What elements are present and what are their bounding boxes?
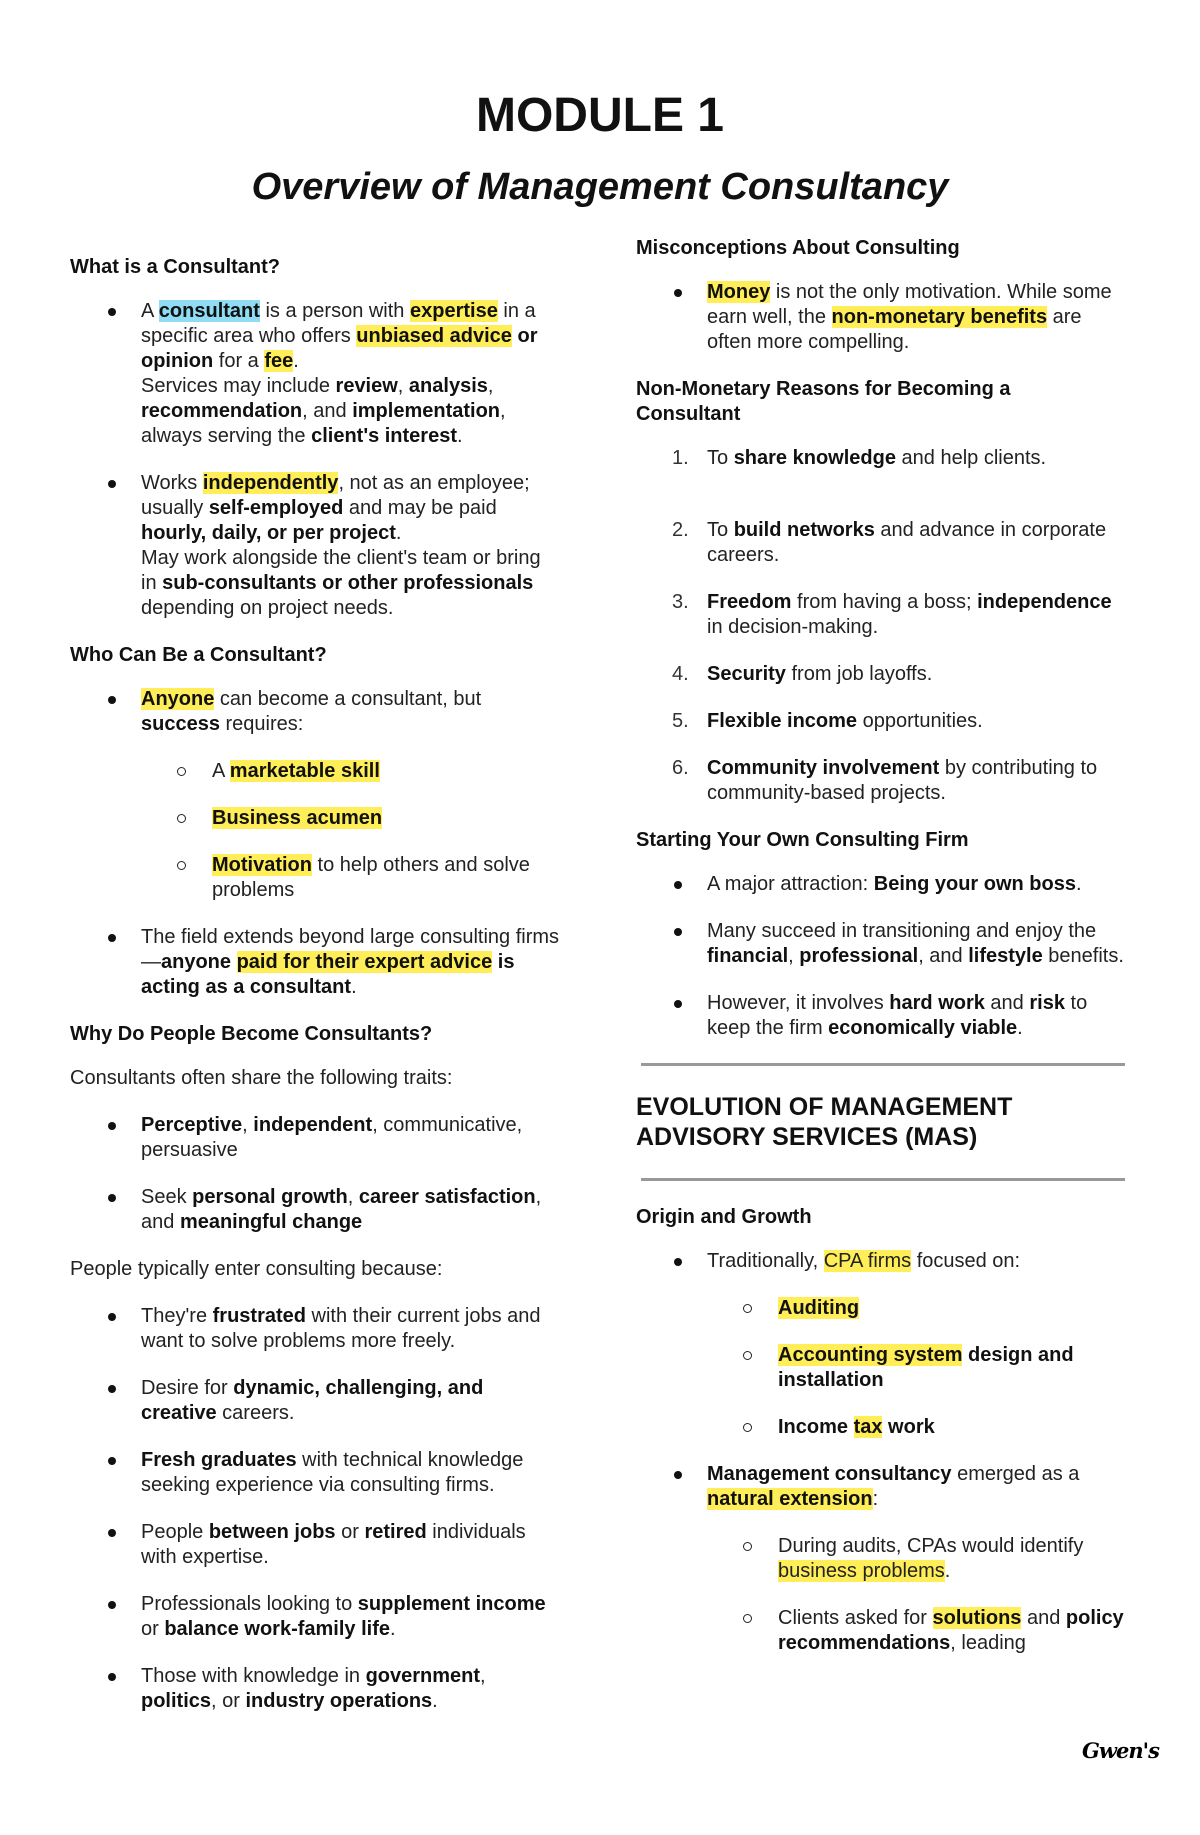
list-number: 5. <box>672 710 689 732</box>
highlighted-text: business problems <box>778 1560 945 1582</box>
text-run: to help others and solve problems <box>212 854 530 901</box>
list-item <box>636 280 1127 355</box>
text-run: , not as an employee; usually <box>141 472 530 519</box>
bold-text: financial <box>707 945 789 967</box>
section-heading <box>636 1205 1056 1230</box>
bold-text: career satisfaction <box>358 1186 536 1208</box>
bullet-icon <box>108 1385 116 1393</box>
list-item <box>70 687 561 903</box>
sub-list-item <box>707 1415 1127 1440</box>
list-number: 1. <box>672 447 689 469</box>
bold-text: review <box>335 375 398 397</box>
list-item <box>636 1462 1127 1656</box>
text-run: May work alongside the client's team or bring in <box>141 547 541 594</box>
bullet-icon <box>108 934 116 942</box>
highlighted-text: consultant <box>158 300 260 322</box>
bold-text: Flexible income <box>707 710 858 732</box>
text-run: in a specific area who offers <box>141 300 536 347</box>
text-run: Those with knowledge in <box>141 1665 366 1687</box>
section-heading <box>70 643 490 668</box>
bold-text: government <box>365 1665 481 1687</box>
text-run: Clients asked for <box>778 1607 933 1629</box>
bullet-list <box>636 280 1136 355</box>
text-run: to keep the firm <box>707 992 1088 1039</box>
text-run <box>231 951 237 973</box>
list-item <box>636 709 1127 734</box>
list-item <box>636 872 1127 897</box>
list-item <box>70 471 561 621</box>
text-run: A <box>141 300 159 322</box>
text-run: A major attraction: <box>707 873 874 895</box>
text-run: in decision-making. <box>707 616 879 638</box>
list-number: 2. <box>672 519 689 541</box>
text-run: Origin and Growth <box>636 1206 812 1228</box>
section-heading <box>636 236 1056 261</box>
bold-text: dynamic, challenging, and creative <box>141 1377 484 1424</box>
text-run: . <box>457 425 463 447</box>
circle-bullet-icon <box>177 861 186 870</box>
highlighted-text: expertise <box>410 300 498 322</box>
text-run: requires: <box>219 713 304 735</box>
text-run: with their current jobs and want to solve problems more freely. <box>141 1305 541 1352</box>
text-run: are often more compelling. <box>707 306 1082 353</box>
text-run: , <box>788 945 800 967</box>
text-run: However, it involves <box>707 992 890 1014</box>
sub-list-item <box>141 806 561 831</box>
bold-text: Being your own boss <box>873 873 1076 895</box>
text-run: , communicative, persuasive <box>141 1114 523 1161</box>
circle-bullet-icon <box>743 1304 752 1313</box>
bold-text: personal growth <box>192 1186 348 1208</box>
text-run: from job layoffs. <box>785 663 933 685</box>
text-run: opportunities. <box>857 710 983 732</box>
text-run: Misconceptions About Consulting <box>636 237 960 259</box>
highlighted-text: Money <box>707 281 771 303</box>
bold-text: recommendation <box>141 400 303 422</box>
text-run: Works <box>141 472 203 494</box>
text-run: emerged as a <box>951 1463 1080 1485</box>
text-run: The field extends beyond large consulting firms— <box>141 926 560 973</box>
list-item <box>636 1249 1127 1440</box>
list-item <box>70 925 561 1000</box>
bullet-list <box>636 1249 1136 1656</box>
text-run: benefits. <box>1042 945 1124 967</box>
bold-text: meaningful change <box>179 1211 363 1233</box>
list-item <box>636 446 1127 471</box>
bullet-icon <box>108 308 116 316</box>
list-item <box>70 1592 561 1642</box>
highlighted-text: paid for their expert advice <box>236 951 493 973</box>
list-item <box>70 1448 561 1498</box>
text-run: is a person with <box>259 300 410 322</box>
sub-list-item <box>707 1343 1127 1393</box>
bullet-list <box>70 687 570 1000</box>
bold-text: implementation <box>352 400 500 422</box>
bold-text: anyone <box>161 951 232 973</box>
text-run: careers. <box>216 1402 295 1424</box>
section-heading <box>70 1022 490 1047</box>
highlighted-text: non-monetary benefits <box>831 306 1048 328</box>
text-run: , <box>242 1114 254 1136</box>
sub-list-item <box>141 853 561 903</box>
bullet-list <box>636 872 1136 1041</box>
highlighted-text: Business acumen <box>212 807 383 829</box>
list-number: 3. <box>672 591 689 613</box>
highlighted-text: fee <box>264 350 294 372</box>
bold-text: lifestyle <box>968 945 1043 967</box>
text-run: , <box>487 375 494 397</box>
circle-bullet-icon <box>177 767 186 776</box>
bullet-icon <box>674 928 682 936</box>
text-run: is not the only motivation. While some earn well, the <box>707 281 1112 328</box>
list-number: 4. <box>672 663 689 685</box>
bullet-icon <box>674 881 682 889</box>
text-run: . <box>389 1618 396 1640</box>
text-run: What is a Consultant? <box>70 256 280 278</box>
text-run: Starting Your Own Consulting Firm <box>636 829 969 851</box>
bold-text: share knowledge <box>733 447 896 469</box>
text-run: Non-Monetary Reasons for Becoming a Consultant <box>636 378 1011 425</box>
text-run: , leading <box>950 1632 1026 1654</box>
circle-bullet-icon <box>743 1614 752 1623</box>
circle-bullet-icon <box>743 1351 752 1360</box>
text-run: , <box>480 1665 486 1687</box>
section-divider <box>641 1063 1125 1066</box>
text-run: or <box>335 1521 365 1543</box>
bold-text: Perceptive <box>141 1114 243 1136</box>
bold-text: retired <box>364 1521 427 1543</box>
signature-logo: Gwen's <box>1082 1738 1159 1763</box>
highlighted-text: tax <box>853 1416 883 1438</box>
module-title: MODULE 1 <box>475 89 724 142</box>
text-run: , always serving the <box>141 400 506 447</box>
list-item <box>636 662 1127 687</box>
text-run: . <box>432 1690 438 1712</box>
text-run: by contributing to community-based projects. <box>707 757 1098 804</box>
list-item <box>70 1664 561 1714</box>
text-run: and may be paid <box>343 497 497 519</box>
section-heading <box>636 377 1056 427</box>
bullet-icon <box>674 289 682 297</box>
text-run: for a <box>213 350 265 372</box>
text-run: Desire for <box>141 1377 234 1399</box>
bold-text: professional <box>799 945 919 967</box>
list-item <box>70 1304 561 1354</box>
list-item <box>636 919 1127 969</box>
bullet-icon <box>108 1122 116 1130</box>
circle-bullet-icon <box>743 1423 752 1432</box>
section-heading <box>70 255 490 280</box>
bold-text: or opinion <box>141 325 538 372</box>
highlighted-text: unbiased advice <box>356 325 512 347</box>
text-run: . <box>395 522 402 544</box>
text-run: During audits, CPAs would identify <box>778 1535 1084 1557</box>
text-run: , and <box>302 400 353 422</box>
sub-list-item <box>707 1296 1127 1321</box>
text-run: To <box>707 519 734 541</box>
text-run: Seek <box>141 1186 193 1208</box>
highlighted-text: Auditing <box>778 1297 860 1319</box>
bullet-icon <box>108 1313 116 1321</box>
text-run: from having a boss; <box>791 591 978 613</box>
text-run: Why Do People Become Consultants? <box>70 1023 433 1045</box>
text-run: A <box>212 760 230 782</box>
list-item <box>636 518 1127 568</box>
bold-text: economically viable <box>828 1017 1018 1039</box>
highlighted-text: Anyone <box>141 688 215 710</box>
bullet-list <box>70 1304 570 1714</box>
bold-text: Income <box>778 1416 854 1438</box>
text-run: : <box>872 1488 879 1510</box>
bullet-icon <box>108 1673 116 1681</box>
text-run: with technical knowledge seeking experience via consulting firms. <box>141 1449 524 1496</box>
section-heading <box>636 828 1056 853</box>
bold-text: frustrated <box>212 1305 306 1327</box>
bold-text: build networks <box>733 519 875 541</box>
text-run: Traditionally, <box>707 1250 824 1272</box>
bold-text: industry operations <box>245 1690 433 1712</box>
text-run: and advance in corporate careers. <box>707 519 1107 566</box>
text-run: or <box>141 1618 165 1640</box>
bold-text: is acting as a consultant <box>141 951 515 998</box>
text-run: To <box>707 447 734 469</box>
highlighted-text: Motivation <box>212 854 312 876</box>
sub-list-item <box>141 759 561 784</box>
list-number: 6. <box>672 757 689 779</box>
bold-text: work <box>882 1416 935 1438</box>
highlighted-text: independently <box>202 472 339 494</box>
text-run: . <box>944 1560 951 1582</box>
section-divider <box>641 1178 1125 1181</box>
text-run: They're <box>141 1305 213 1327</box>
text-run: Services may include <box>141 375 336 397</box>
bullet-icon <box>108 1457 116 1465</box>
text-run: People <box>141 1521 209 1543</box>
bold-text: policy recommendations <box>778 1607 1124 1654</box>
highlighted-text: solutions <box>932 1607 1022 1629</box>
bold-text: success <box>141 713 220 735</box>
bullet-icon <box>108 696 116 704</box>
sub-list-item <box>707 1606 1127 1656</box>
paragraph <box>70 1257 570 1282</box>
sub-list-item <box>707 1534 1127 1584</box>
bullet-icon <box>108 1529 116 1537</box>
bold-text: independence <box>977 591 1112 613</box>
list-item <box>70 1376 561 1426</box>
left-column <box>70 255 570 1736</box>
text-run: Consultants often share the following traits: <box>70 1067 453 1089</box>
text-run: . <box>1076 873 1082 895</box>
bold-text: design and installation <box>778 1344 1074 1391</box>
text-run: . <box>293 350 299 372</box>
text-run: , and <box>141 1186 542 1233</box>
text-run: . <box>1017 1017 1023 1039</box>
bullet-list <box>70 1113 570 1235</box>
bullet-icon <box>108 1194 116 1202</box>
bold-text: client's interest <box>311 425 457 447</box>
text-run: Professionals looking to <box>141 1593 358 1615</box>
text-run: Many succeed in transitioning and enjoy the <box>707 920 1097 942</box>
text-run: People typically enter consulting because: <box>70 1258 443 1280</box>
bold-text: Community involvement <box>707 757 940 779</box>
bullet-icon <box>108 480 116 488</box>
highlighted-text: CPA firms <box>823 1250 912 1272</box>
bold-text: Management consultancy <box>707 1463 952 1485</box>
circle-bullet-icon <box>177 814 186 823</box>
text-run: focused on: <box>911 1250 1021 1272</box>
text-run: . <box>351 976 357 998</box>
circle-bullet-icon <box>743 1542 752 1551</box>
module-subtitle: Overview of Management Consultancy <box>251 166 949 208</box>
bold-text: sub-consultants or other professionals <box>162 572 534 594</box>
numbered-list <box>636 446 1136 806</box>
text-run: Who Can Be a Consultant? <box>70 644 327 666</box>
sub-list <box>707 1534 1127 1656</box>
bullet-icon <box>674 1000 682 1008</box>
text-run: depending on project needs. <box>141 597 394 619</box>
text-run: can become a consultant, but <box>214 688 482 710</box>
bullet-icon <box>674 1471 682 1479</box>
bold-text: Fresh graduates <box>141 1449 297 1471</box>
bullet-icon <box>674 1258 682 1266</box>
bold-text: hard work <box>889 992 985 1014</box>
text-run: EVOLUTION OF MANAGEMENT ADVISORY SERVICES (MAS) <box>636 1093 1013 1151</box>
list-item <box>70 1113 561 1163</box>
text-run: , <box>397 375 409 397</box>
bold-text: Freedom <box>707 591 792 613</box>
list-item <box>70 299 561 449</box>
text-run: , or <box>211 1690 246 1712</box>
paragraph <box>70 1066 570 1091</box>
list-item <box>70 1520 561 1570</box>
text-run: individuals with expertise. <box>141 1521 526 1568</box>
bold-text: balance work-family life <box>164 1618 390 1640</box>
highlighted-text: Accounting system <box>778 1344 963 1366</box>
text-run: and <box>1021 1607 1066 1629</box>
bold-text: analysis <box>408 375 488 397</box>
right-column <box>636 236 1136 1678</box>
highlighted-text: marketable skill <box>229 760 380 782</box>
bold-text: supplement income <box>357 1593 546 1615</box>
bold-text: risk <box>1029 992 1065 1014</box>
bold-text: self-employed <box>208 497 344 519</box>
bold-text: Security <box>707 663 786 685</box>
list-item <box>636 991 1127 1041</box>
bold-text: hourly, daily, or per project <box>141 522 396 544</box>
section-heading <box>636 1092 1056 1152</box>
text-run: , <box>347 1186 359 1208</box>
list-item <box>70 1185 561 1235</box>
sub-list <box>141 759 561 903</box>
text-run: and help clients. <box>895 447 1047 469</box>
bullet-icon <box>108 1601 116 1609</box>
list-item <box>636 590 1127 640</box>
bullet-list <box>70 299 570 621</box>
bold-text: independent <box>253 1114 373 1136</box>
highlighted-text: natural extension <box>707 1488 873 1510</box>
list-item <box>636 756 1127 806</box>
text-run: and <box>984 992 1030 1014</box>
bold-text: between jobs <box>208 1521 336 1543</box>
text-run: , and <box>918 945 969 967</box>
sub-list <box>707 1296 1127 1440</box>
bold-text: politics <box>141 1690 212 1712</box>
